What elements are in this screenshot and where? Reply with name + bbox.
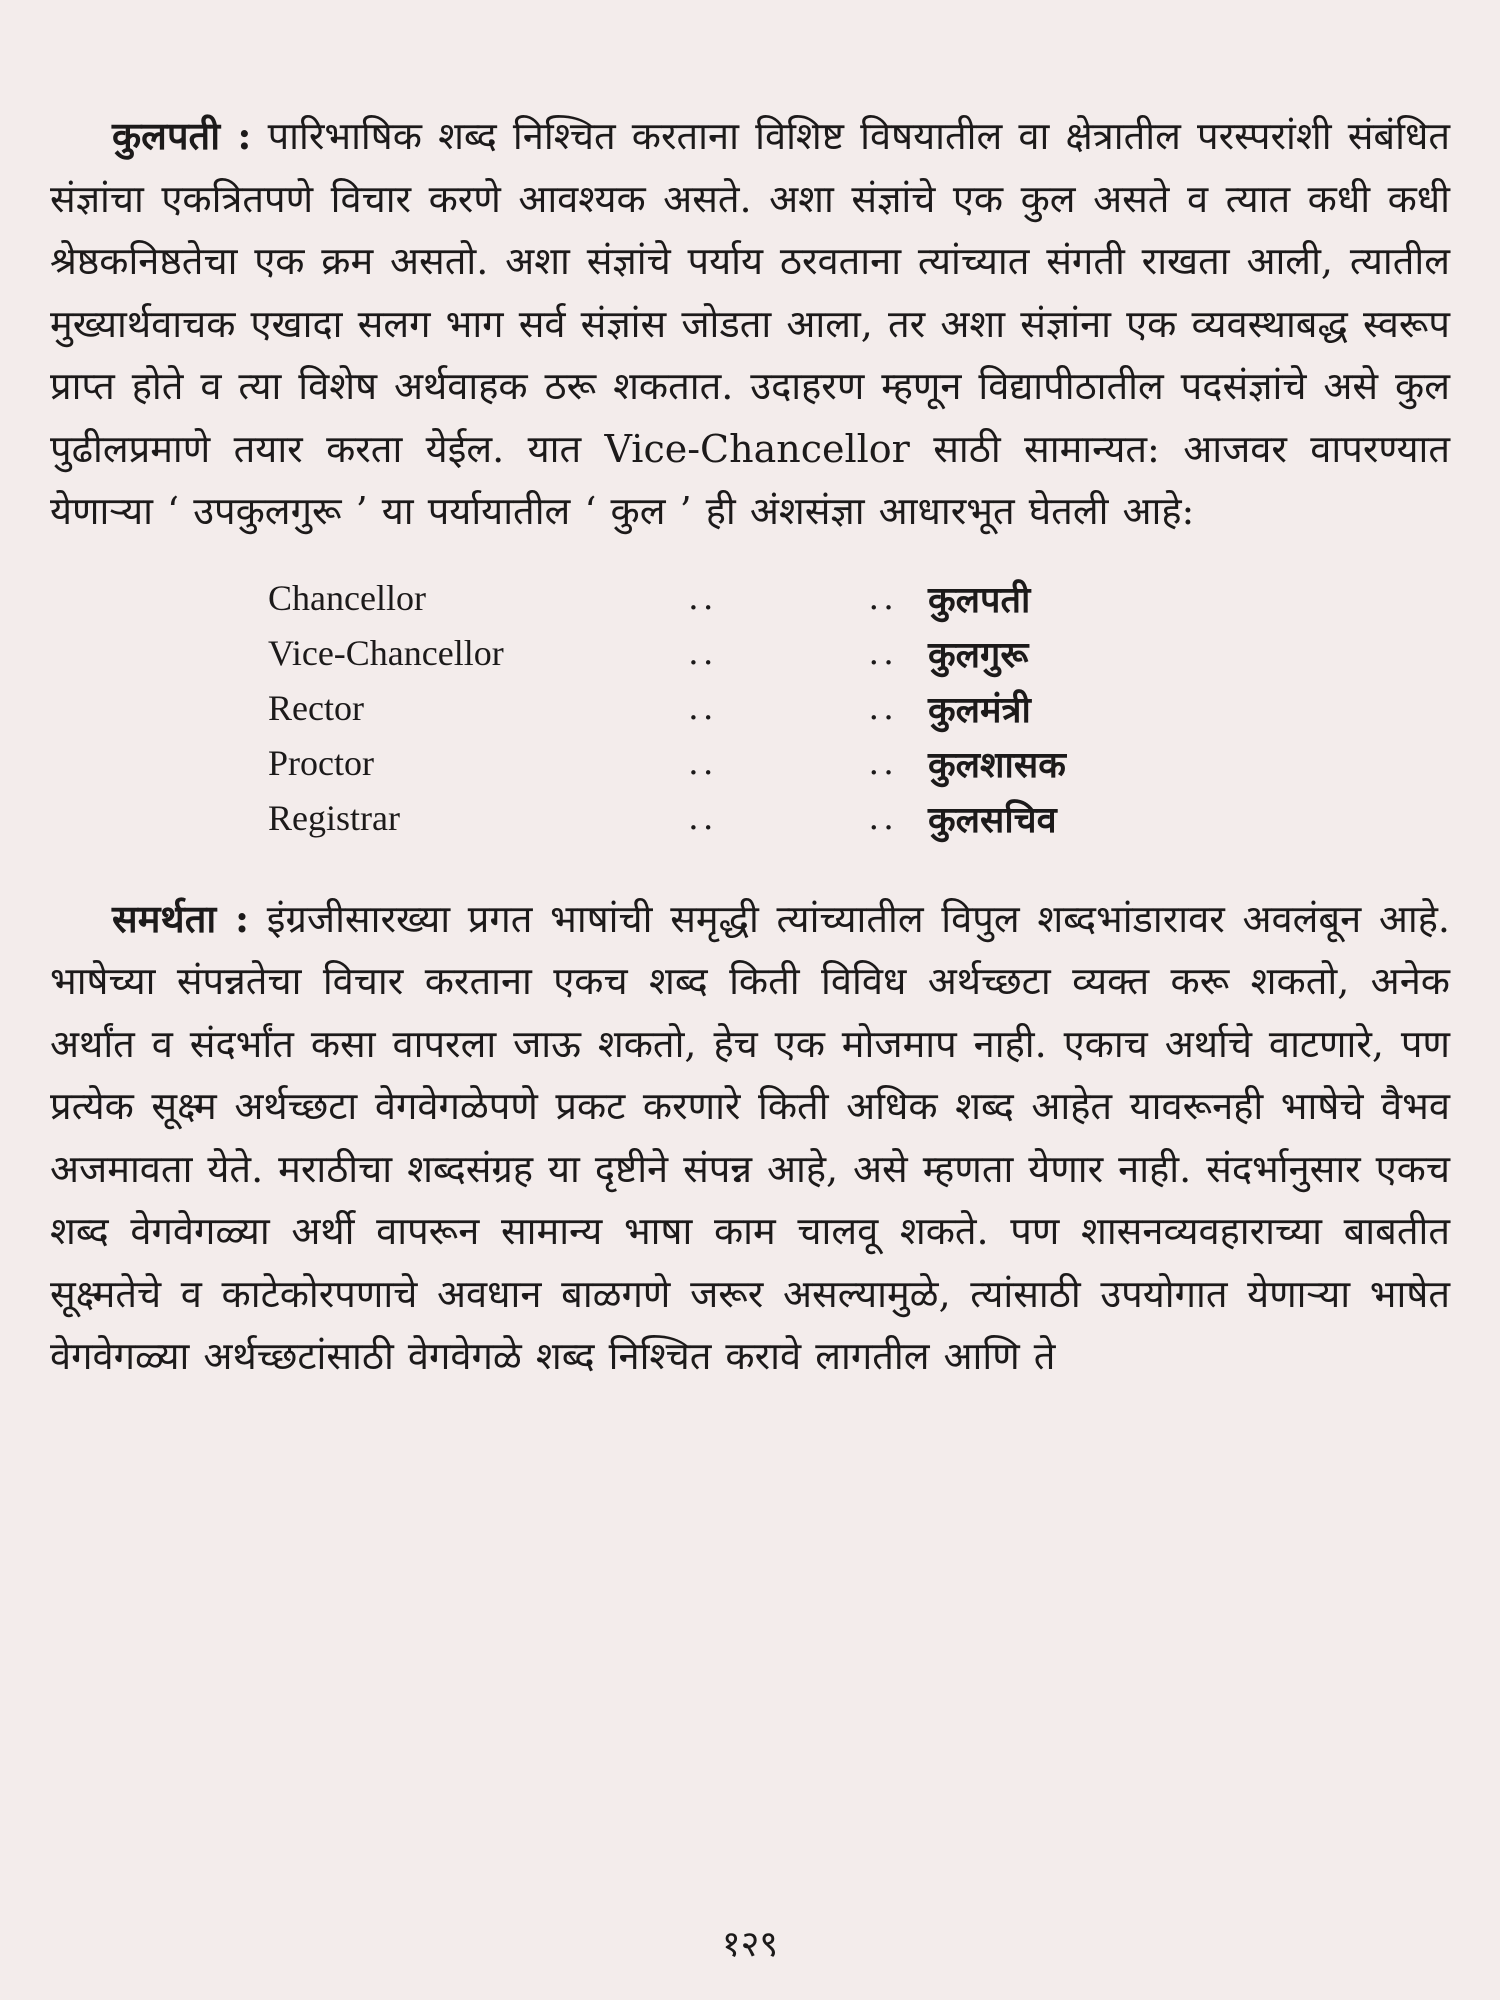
marathi-term: कुलपती xyxy=(928,578,1031,621)
term-row xyxy=(268,681,1450,736)
marathi-term: कुलमंत्री xyxy=(928,688,1031,731)
leader-dots: .. .. xyxy=(688,798,898,838)
term-row xyxy=(268,791,1450,846)
leader-dots: .. .. xyxy=(688,688,898,728)
paragraph-body: इंग्रजीसारख्या प्रगत भाषांची समृद्धी त्यांच्यातील विपुल शब्दभांडारावर अवलंबून आहे. भाषेच्या संपन्नतेचा विचार करताना एकच शब्द किती विविध अर्थच्छटा व्यक्त करू शकतो, अनेक अर्थांत व संदर्भांत कसा वापरला जाऊ शकतो, हेच एक मोजमाप नाही. एकाच अर्थाचे वाटणारे, पण प्रत्येक सूक्ष्म अर्थच्छटा वेगवेगळेपणे प्रकट करणारे किती अधिक शब्द आहेत यावरूनही भाषेचे वैभव अजमावता येते. मराठीचा शब्दसंग्रह या दृष्टीने संपन्न आहे, असे म्हणता येणार नाही. संदर्भानुसार एकच शब्द वेगवेगळ्या अर्थी वापरून सामान्य भाषा काम चालवू शकते. पण शासनव्यवहाराच्या बाबतीत सूक्ष्मतेचे व काटेकोरपणाचे अवधान बाळगणे जरूर असल्यामुळे, त्यांसाठी उपयोगात येणाऱ्या भाषेत वेगवेगळ्या अर्थच्छटांसाठी वेगवेगळे शब्द निश्चित करावे लागतील आणि ते xyxy=(50,896,1450,1378)
leader-dots: .. .. xyxy=(688,633,898,673)
page-number: १२९ xyxy=(721,1924,779,1965)
english-term: Vice-Chancellor xyxy=(268,633,504,673)
paragraph-kulapati xyxy=(50,105,1450,543)
paragraph-samarthata xyxy=(50,888,1450,1388)
english-term: Rector xyxy=(268,688,364,728)
english-term: Chancellor xyxy=(268,578,426,618)
english-term: Proctor xyxy=(268,743,374,783)
paragraph-heading-term: समर्थता : xyxy=(112,895,250,941)
leader-dots: .. .. xyxy=(688,743,898,783)
terms-list xyxy=(50,571,1450,846)
marathi-term: कुलगुरू xyxy=(928,633,1029,676)
paragraph-heading-term: कुलपती : xyxy=(112,113,252,158)
english-term: Registrar xyxy=(268,798,400,838)
marathi-term: कुलशासक xyxy=(928,743,1066,786)
paragraph-body: पारिभाषिक शब्द निश्चित करताना विशिष्ट विषयातील वा क्षेत्रातील परस्परांशी संबंधित संज्ञांचा एकत्रितपणे विचार करणे आवश्यक असते. अशा संज्ञांचे एक कुल असते व त्यात कधी कधी श्रेष्ठकनिष्ठतेचा एक क्रम असतो. अशा संज्ञांचे पर्याय ठरवताना त्यांच्यात संगती राखता आली, त्यातील मुख्यार्थवाचक एखादा सलग भाग सर्व संज्ञांस जोडता आला, तर अशा संज्ञांना एक व्यवस्थाबद्ध स्वरूप प्राप्त होते व त्या विशेष अर्थवाहक ठरू शकतात. उदाहरण म्हणून विद्यापीठातील पदसंज्ञांचे असे कुल पुढीलप्रमाणे तयार करता येईल. यात Vice-Chancellor साठी सामान्यत: आजवर वापरण्यात येणाऱ्या ‘ उपकुलगुरू ’ या पर्यायातील ‘ कुल ’ ही अंशसंज्ञा आधारभूत घेतली आहे: xyxy=(50,114,1450,533)
leader-dots: .. .. xyxy=(688,578,898,618)
term-row xyxy=(268,571,1450,626)
term-row xyxy=(268,736,1450,791)
term-row xyxy=(268,626,1450,681)
marathi-term: कुलसचिव xyxy=(928,798,1057,841)
